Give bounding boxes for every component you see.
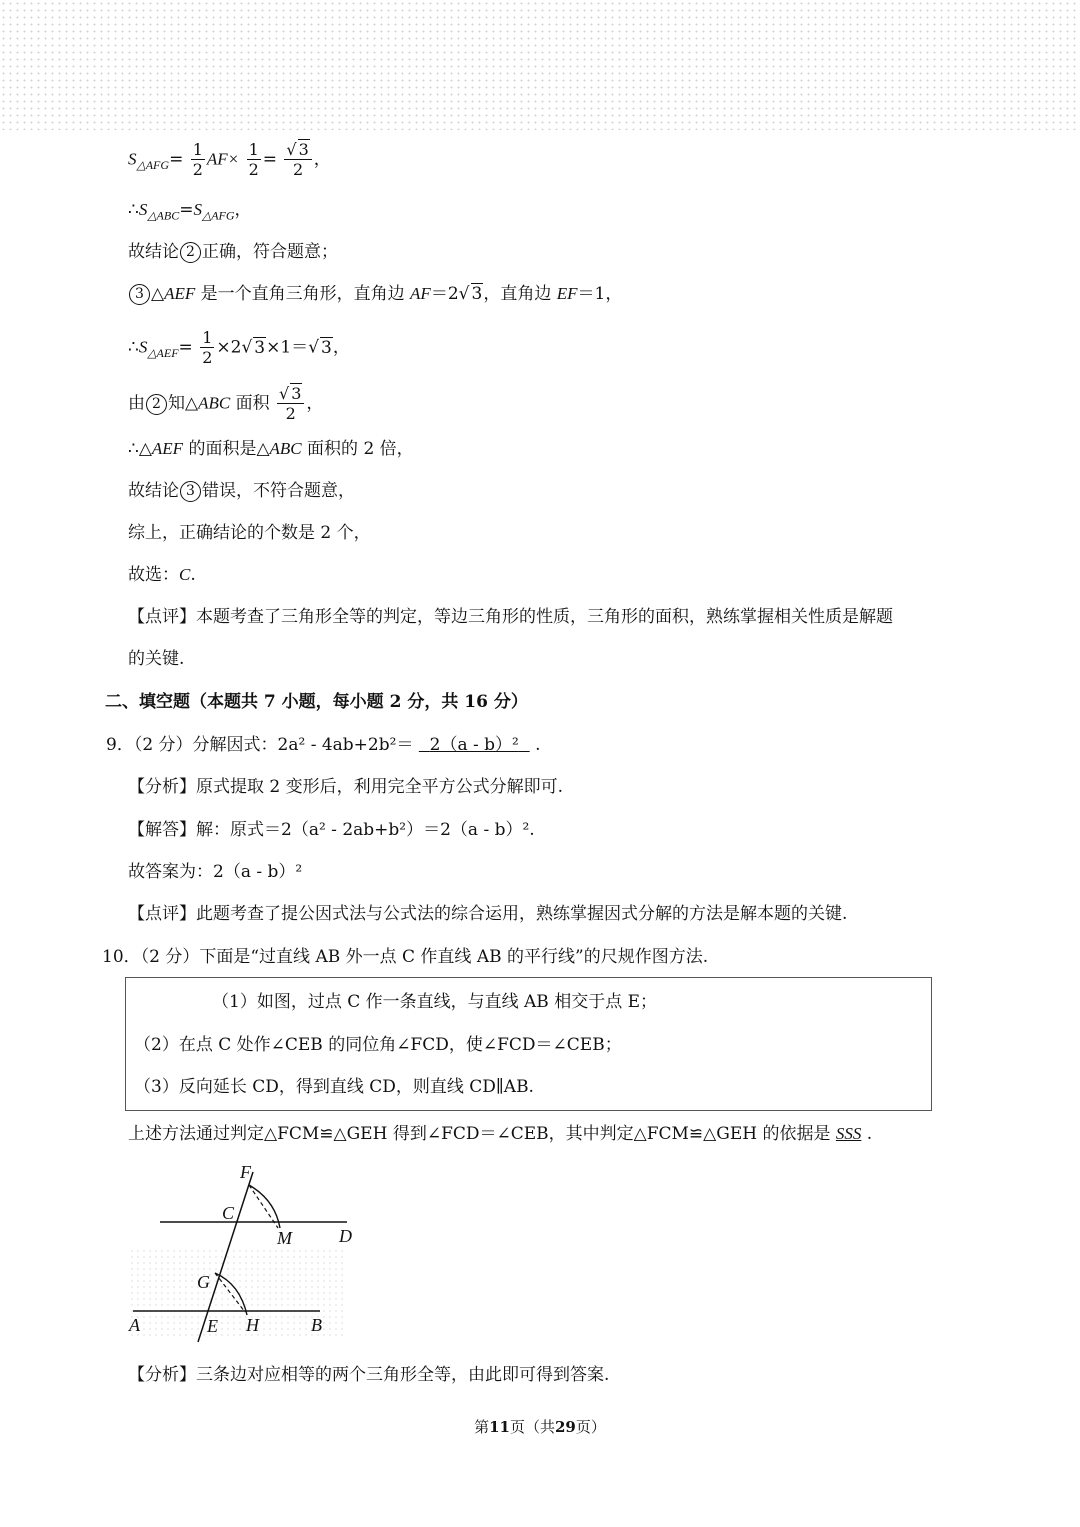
label-f: F xyxy=(240,1162,251,1182)
s-symbol: S xyxy=(138,337,148,357)
var: ABC xyxy=(198,393,231,413)
denominator: 2 xyxy=(284,159,311,178)
text: ×1＝ xyxy=(266,337,309,358)
fraction xyxy=(284,142,311,178)
fraction xyxy=(200,330,214,366)
text: ＝2 xyxy=(430,284,459,304)
label-m: M xyxy=(277,1228,292,1248)
s-symbol: S xyxy=(193,200,202,219)
denominator: 2 xyxy=(202,348,213,367)
page-footer xyxy=(0,1416,1080,1437)
circled-number: 3 xyxy=(180,481,201,502)
text: 故结论 xyxy=(128,242,179,262)
text: 第 xyxy=(474,1418,490,1436)
section-title: 二、填空题（本题共 7 小题，每小题 2 分，共 16 分） xyxy=(105,692,528,712)
statement-3: 3 △AEF 是一个直角三角形，直角边 AF＝2√ 3，直角边 EF＝1， xyxy=(128,282,622,306)
numerator: √ 3 xyxy=(286,140,309,159)
q9-final: 故答案为：2（a - b）² xyxy=(128,862,303,882)
answer-text: 2（a - b）² xyxy=(429,735,519,755)
text: 页（共 xyxy=(509,1418,555,1436)
text: △ xyxy=(151,284,165,304)
text: 面积的 2 倍， xyxy=(301,439,414,459)
punct: . xyxy=(866,1124,873,1144)
text: ，直角边 xyxy=(483,284,557,304)
s-subscript: △ABC xyxy=(147,208,180,223)
text: 9．（2 分）分解因式：2a² - 4ab+2b²＝ xyxy=(106,735,414,755)
fraction xyxy=(277,386,304,422)
total-pages: 29 xyxy=(555,1418,576,1436)
punct: ， xyxy=(313,149,331,170)
label-c: C xyxy=(222,1203,235,1223)
punct: ， xyxy=(332,337,350,358)
radicand: 3 xyxy=(298,140,309,159)
label-a: A xyxy=(129,1315,140,1335)
q10-analysis: 【分析】三条边对应相等的两个三角形全等，由此即可得到答案. xyxy=(128,1365,610,1385)
q9-answer xyxy=(419,735,530,755)
denominator: 2 xyxy=(192,160,203,179)
text: 面积 xyxy=(230,393,270,414)
punct: . xyxy=(535,735,541,755)
formula-s-afg xyxy=(128,142,331,178)
numerator: √ 3 xyxy=(279,384,302,403)
text: 由 xyxy=(128,393,145,414)
q10-conclusion xyxy=(128,1122,872,1146)
page-number: 11 xyxy=(489,1418,510,1436)
circled-number: 3 xyxy=(129,284,150,305)
denominator: 2 xyxy=(277,403,304,422)
s-subscript: △AFG xyxy=(136,157,170,172)
punct: ， xyxy=(234,200,252,220)
q10-stem: 10．（2 分）下面是“过直线 AB 外一点 C 作直线 AB 的平行线”的尺规作图方法. xyxy=(102,947,709,967)
q10-step2: （2）在点 C 处作∠CEB 的同位角∠FCD，使∠FCD＝∠CEB； xyxy=(134,1035,622,1055)
label-e: E xyxy=(207,1316,218,1336)
conclusion-3 xyxy=(128,479,355,503)
comment-q8: 【点评】本题考查了三角形全等的判定，等边三角形的性质，三角形的面积，熟练掌握相关性质是解题 xyxy=(128,607,893,627)
summary: 综上，正确结论的个数是 2 个， xyxy=(128,523,371,543)
text: ＝1， xyxy=(577,284,623,304)
s-symbol: S xyxy=(128,149,137,169)
var: ABC xyxy=(269,439,302,458)
s-subscript: △AEF xyxy=(147,345,179,360)
therefore: ∴ xyxy=(128,337,139,358)
q9-stem xyxy=(106,733,541,757)
equals: = xyxy=(178,337,193,358)
q9-solution: 【解答】解：原式＝2（a² - 2ab+b²）＝2（a - b）². xyxy=(128,820,535,840)
text: 页） xyxy=(575,1418,606,1436)
equals: = xyxy=(262,149,277,170)
text: ∴△ xyxy=(128,439,152,459)
q9-analysis: 【分析】原式提取 2 变形后，利用完全平方公式分解即可. xyxy=(128,777,564,797)
label-g: G xyxy=(197,1272,210,1292)
label-h: H xyxy=(246,1315,259,1335)
formula-s-aef: $\therefore S_{\triangle AEF}=$ $\frac{1}{2}$ ×2√ 3×1＝√ 3， xyxy=(128,328,350,367)
q10-step3: （3）反向延长 CD，得到直线 CD，则直线 CD∥AB. xyxy=(134,1077,534,1097)
radicand: 3 xyxy=(321,337,332,358)
radicand: 3 xyxy=(471,284,483,304)
comment-q8-cont: 的关键. xyxy=(128,649,185,669)
numerator: 1 xyxy=(192,140,203,159)
text: 知△ xyxy=(168,393,199,414)
radicand: 3 xyxy=(291,384,302,403)
formula-s-equal xyxy=(128,198,252,227)
area-relation xyxy=(128,437,414,461)
text: 的面积是△ xyxy=(183,439,270,459)
label-b: B xyxy=(311,1315,322,1335)
text: 故结论 xyxy=(128,481,179,501)
conclusion-2 xyxy=(128,240,338,264)
text: 正确，符合题意； xyxy=(202,242,338,262)
text: 是一个直角三角形，直角边 xyxy=(195,284,411,304)
var: AF xyxy=(410,284,431,303)
fraction xyxy=(247,142,261,178)
s-symbol: S xyxy=(138,200,148,219)
label-d: D xyxy=(339,1226,352,1246)
denominator: 2 xyxy=(248,160,259,179)
equals: = xyxy=(169,149,184,170)
therefore: ∴ xyxy=(128,200,139,220)
var: AEF xyxy=(164,284,196,303)
construction-figure xyxy=(125,1160,375,1350)
q10-step1: （1）如图，过点 C 作一条直线，与直线 AB 相交于点 E； xyxy=(212,992,658,1012)
radicand: 3 xyxy=(254,337,266,358)
choice xyxy=(128,563,196,587)
text: 故选： xyxy=(128,565,179,585)
var: C xyxy=(179,565,191,584)
numerator: 1 xyxy=(202,328,213,347)
text: 上述方法通过判定△FCM≌△GEH 得到∠FCD＝∠CEB，其中判定△FCM≌△GEH 的依据是 xyxy=(128,1124,831,1144)
var: EF xyxy=(556,284,578,303)
var: AEF xyxy=(151,439,184,458)
numerator: 1 xyxy=(248,140,259,159)
fraction xyxy=(191,142,205,178)
punct: ， xyxy=(306,393,324,414)
equals: = xyxy=(179,200,194,220)
text: 错误，不符合题意， xyxy=(202,481,355,501)
circled-number: 2 xyxy=(146,394,167,415)
scan-noise xyxy=(0,0,1080,130)
area-abc xyxy=(128,386,323,422)
q9-comment: 【点评】此题考查了提公因式法与公式法的综合运用，熟练掌握因式分解的方法是解本题的关键. xyxy=(128,904,848,924)
circled-number: 2 xyxy=(180,242,201,263)
punct: . xyxy=(190,565,196,585)
text: ×2 xyxy=(216,337,242,358)
af-times: AF× xyxy=(206,149,240,169)
q10-answer: SSS xyxy=(835,1124,862,1143)
s-subscript: △AFG xyxy=(201,208,235,223)
